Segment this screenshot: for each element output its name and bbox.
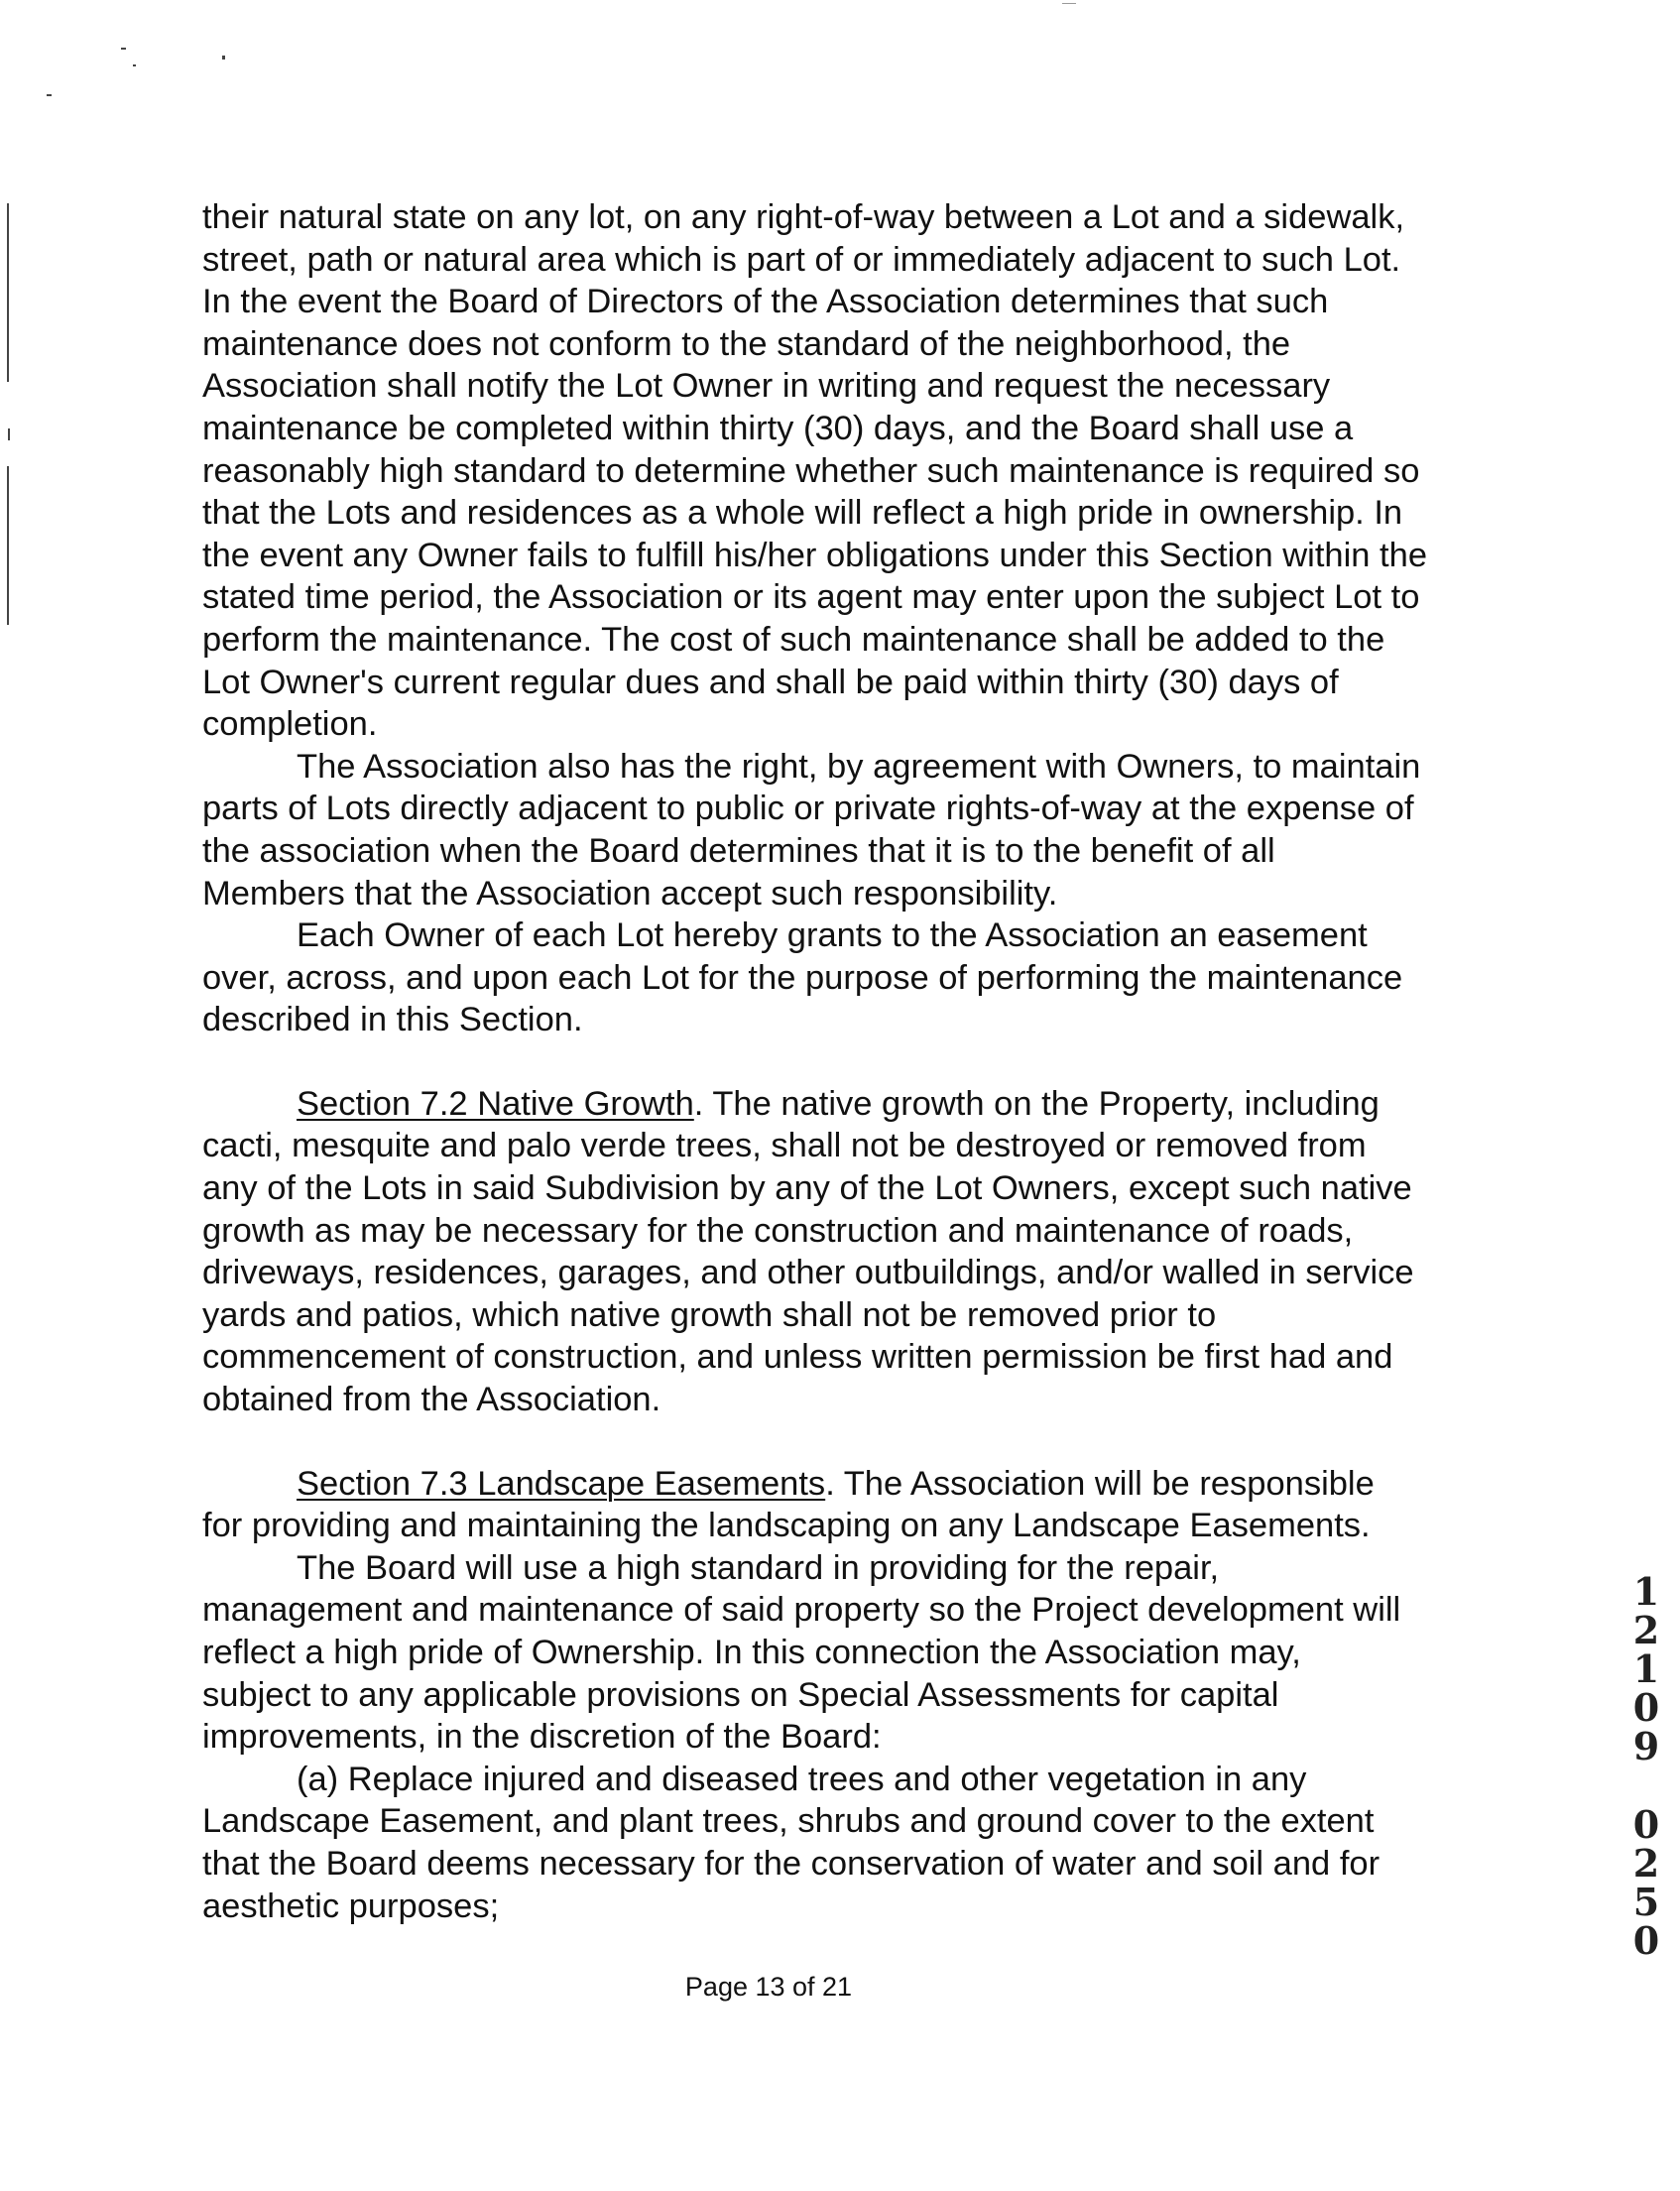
text-line: described in this Section. xyxy=(202,1001,583,1039)
text-line: commencement of construction, and unless written permission be first had and xyxy=(202,1338,1393,1377)
text-line: any of the Lots in said Subdivision by any of the Lot Owners, except such native xyxy=(202,1169,1412,1208)
text-line: their natural state on any lot, on any right-of-way between a Lot and a sidewalk, xyxy=(202,198,1405,236)
recording-number-stamp xyxy=(1626,1569,1666,1963)
scan-artifact-dot xyxy=(1062,3,1076,4)
stamp-digit: 1 xyxy=(1632,1569,1660,1614)
text-line: driveways, residences, garages, and other outbuildings, and/or walled in service xyxy=(202,1254,1414,1292)
text-line: aesthetic purposes; xyxy=(202,1887,500,1925)
stamp-digit: 9 xyxy=(1632,1724,1660,1768)
paragraph-gap xyxy=(202,1041,1511,1083)
stamp-digit: 1 xyxy=(1632,1646,1660,1691)
stamp-digit: 2 xyxy=(1632,1608,1660,1652)
text-line: The Board will use a high standard in providing for the repair, xyxy=(297,1548,1220,1587)
text-line: Members that the Association accept such responsibility. xyxy=(202,874,1058,913)
text-line: Lot Owner's current regular dues and shall be paid within thirty (30) days of xyxy=(202,663,1339,701)
text-line: yards and patios, which native growth shall not be removed prior to xyxy=(202,1295,1217,1334)
section-heading: Section 7.3 Landscape Easements xyxy=(297,1464,826,1503)
stamp-digit: 5 xyxy=(1632,1880,1660,1924)
text-line: the association when the Board determines that it is to the benefit of all xyxy=(202,831,1275,870)
stamp-digit: 0 xyxy=(1632,1802,1660,1847)
scan-artifact-line xyxy=(7,466,9,625)
stamp-gap xyxy=(1626,1765,1666,1805)
section-7-2-native-growth xyxy=(202,1083,1511,1421)
stamp-digit: 2 xyxy=(1632,1841,1660,1886)
scan-artifact-dot xyxy=(121,48,126,50)
text-line: The Association also has the right, by agreement with Owners, to maintain xyxy=(297,747,1421,786)
paragraph-easement-grant xyxy=(202,914,1511,1041)
text-line: street, path or natural area which is part of or immediately adjacent to such Lot. xyxy=(202,240,1401,279)
text-fragment: . The Association will be responsible xyxy=(825,1464,1375,1503)
paragraph-item-a xyxy=(202,1759,1511,1927)
paragraph-association-right xyxy=(202,746,1511,914)
text-line: that the Board deems necessary for the conservation of water and soil and for xyxy=(202,1844,1380,1883)
scan-artifact-dot xyxy=(8,428,10,440)
text-line: improvements, in the discretion of the Board: xyxy=(202,1718,882,1757)
text-line: (a) Replace injured and diseased trees and other vegetation in any xyxy=(297,1760,1307,1798)
text-line: maintenance does not conform to the standard of the neighborhood, the xyxy=(202,324,1291,363)
section-7-3-landscape-easements xyxy=(202,1463,1511,1547)
scan-artifact-dot xyxy=(133,64,136,66)
text-line: the event any Owner fails to fulfill his/her obligations under this Section within the xyxy=(202,536,1428,574)
stamp-digit: 0 xyxy=(1632,1685,1660,1730)
text-line: stated time period, the Association or its agent may enter upon the subject Lot to xyxy=(202,578,1420,617)
text-line: growth as may be necessary for the construction and maintenance of roads, xyxy=(202,1211,1354,1250)
text-fragment: . The native growth on the Property, including xyxy=(693,1084,1380,1123)
text-line: maintenance be completed within thirty (30) days, and the Board shall use a xyxy=(202,409,1354,447)
text-line xyxy=(202,1083,1511,1126)
text-line: reasonably high standard to determine whether such maintenance is required so xyxy=(202,451,1420,490)
text-line: reflect a high pride of Ownership. In this connection the Association may, xyxy=(202,1634,1301,1671)
paragraph-gap xyxy=(202,1421,1511,1463)
text-line: In the event the Board of Directors of the Association determines that such xyxy=(202,283,1329,321)
paragraph-maintenance-continuation xyxy=(202,196,1511,746)
text-line: completion. xyxy=(202,705,378,744)
text-line: Association shall notify the Lot Owner in writing and request the necessary xyxy=(202,367,1331,406)
scan-artifact-dot xyxy=(47,94,52,96)
text-line: cacti, mesquite and palo verde trees, shall not be destroyed or removed from xyxy=(202,1127,1367,1165)
text-line: subject to any applicable provisions on Special Assessments for capital xyxy=(202,1675,1279,1714)
text-line: Landscape Easement, and plant trees, shrubs and ground cover to the extent xyxy=(202,1802,1375,1841)
text-line: that the Lots and residences as a whole will reflect a high pride in ownership. In xyxy=(202,494,1403,533)
text-line: parts of Lots directly adjacent to public or private rights-of-way at the expense of xyxy=(202,790,1414,828)
text-line: Each Owner of each Lot hereby grants to the Association an easement xyxy=(297,916,1368,955)
text-line: for providing and maintaining the landscaping on any Landscape Easements. xyxy=(202,1507,1371,1545)
section-heading: Section 7.2 Native Growth xyxy=(297,1084,694,1123)
paragraph-board-standard xyxy=(202,1547,1511,1759)
page-number: Page 13 of 21 xyxy=(684,1972,853,2002)
stamp-digit: 0 xyxy=(1632,1918,1660,1963)
text-line: perform the maintenance. The cost of such maintenance shall be added to the xyxy=(202,620,1385,659)
text-line: over, across, and upon each Lot for the purpose of performing the maintenance xyxy=(202,958,1403,997)
document-body xyxy=(202,196,1511,1927)
text-line xyxy=(202,1463,1511,1506)
text-line: obtained from the Association. xyxy=(202,1381,661,1419)
text-line: management and maintenance of said property so the Project development will xyxy=(202,1591,1401,1630)
scan-artifact-line xyxy=(7,203,9,382)
scan-artifact-dot xyxy=(222,56,225,60)
